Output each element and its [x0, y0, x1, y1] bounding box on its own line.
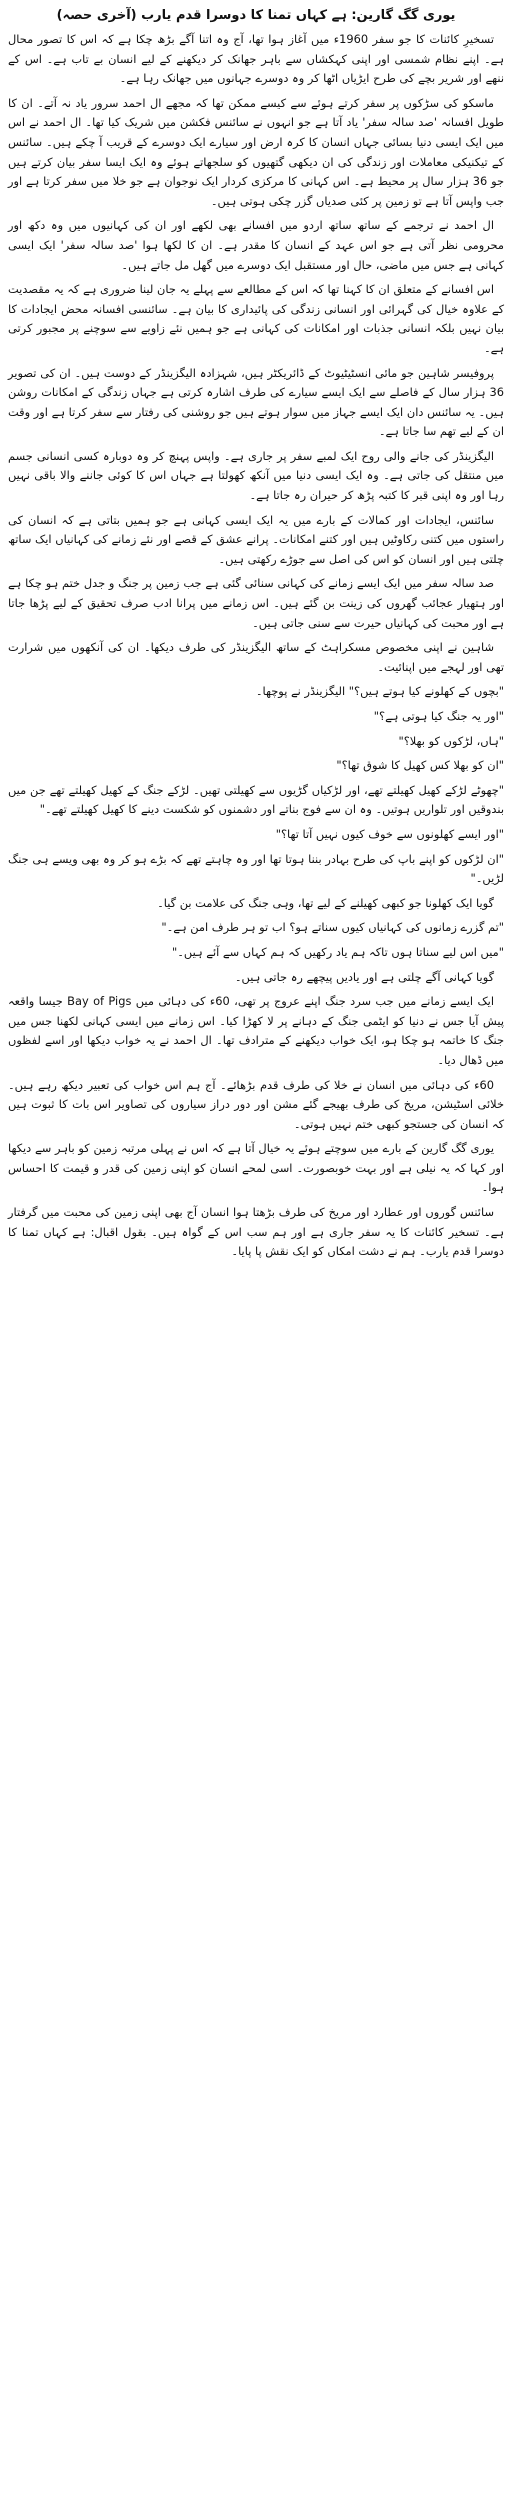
article-paragraph: پروفیسر شاہین جو مائی انسٹیٹیوٹ کے ڈائریکٹر ہیں، شہزادہ الیگزینڈر کے دوست ہیں۔ ان کی تصویر 36 ہزار سال کے فاصلے سے ایک ایسے سیارے کی طرف اشارہ کرتی ہے جہاں زندگی کے امکانات روشن ہیں۔ یہ سائنس دان ایک ایسے جہاز میں سوار ہوتے ہیں جو روشنی کی رفتار سے سفر کرتا ہے اور وقت ان کے لیے تھم سا جاتا ہے۔: [8, 365, 504, 439]
dialogue-line: "ہاں، لڑکوں کو بھلا؟": [398, 733, 504, 748]
dialogue-line: "اور یہ جنگ کیا ہوتی ہے؟": [373, 709, 504, 723]
dialogue-line: "بچوں کے کھلونے کیا ہوتے ہیں؟" الیگزینڈر نے پوچھا۔: [255, 684, 504, 699]
article-paragraph: تسخیرِ کائنات کا جو سفر 1960ء میں آغاز ہوا تھا، آج وہ اتنا آگے بڑھ چکا ہے کہ اس کا تصور محال ہے۔ اپنے نظام شمسی اور اپنی کہکشاں سے باہر جھانک کر دیکھنے کے لیے انسان بے تاب ہے۔ اس کے ننھے اور شریر بچے کی طرح ایڑیاں اٹھا کر وہ دوسرے جہانوں میں جھانک رہا ہے۔: [8, 32, 504, 86]
dialogue-line: "چھوٹے لڑکے کھیل کھیلتے تھے، اور لڑکیاں گڑیوں سے کھیلتی تھیں۔ لڑکے جنگ کے کھیل کھیلتے تھے جن میں بندوقیں اور تلواریں ہوتیں۔ وہ ان سے فوج بناتے اور دشمنوں کو شکست دینے کا کھیل کھیلتے تھے۔": [8, 782, 504, 817]
article-paragraph: شاہین نے اپنی مخصوص مسکراہٹ کے ساتھ الیگزینڈر کی طرف دیکھا۔ ان کی آنکھوں میں شرارت تھی اور لہجے میں اپنائیت۔: [8, 640, 504, 674]
article-paragraph: 60ء کی دہائی میں انسان نے خلا کی طرف قدم بڑھائے۔ آج ہم اس خواب کی تعبیر دیکھ رہے ہیں۔ خلائی اسٹیشن، مریخ کی طرف بھیجے گئے مشن اور دور دراز سیاروں کی تصاویر اس بات کا ثبوت ہیں کہ انسان کی جستجو کبھی ختم نہیں ہوتی۔: [8, 1077, 504, 1131]
article-paragraph: سائنس، ایجادات اور کمالات کے بارے میں یہ ایک ایسی کہانی ہے جو ہمیں بتاتی ہے کہ انسان کی راستوں میں کتنی رکاوٹیں ہیں اور کتنے امکانات۔ پرانے عشق کے قصے اور نئے زمانے کی کہانیاں ایک ساتھ چلتی ہیں اور انسان کو اس کی اصل سے جوڑے رکھتی ہیں۔: [8, 512, 504, 566]
article-paragraph: ال احمد نے ترجمے کے ساتھ ساتھ اردو میں افسانے بھی لکھے اور ان کی کہانیوں میں وہ دکھ اور محرومی نظر آتی ہے جو اس عہد کے انسان کا مقدر ہے۔ ان کا لکھا ہوا 'صد سالہ سفر' ایک ایسی کہانی ہے جس میں ماضی، حال اور مستقبل ایک دوسرے میں گھل مل جاتے ہیں۔: [8, 218, 504, 272]
article-paragraph: گویا ایک کھلونا جو کبھی کھیلنے کے لیے تھا، وہی جنگ کی علامت بن گیا۔: [157, 895, 494, 910]
article-paragraph: اس افسانے کے متعلق ان کا کہنا تھا کہ اس کے مطالعے سے پہلے یہ جان لینا ضروری ہے کہ یہ مقصدیت کے علاوہ خیال کی گہرائی اور انسانی زندگی کی پائیداری کا بیان ہے۔ سائنسی افسانہ محض ایجادات کا بیان نہیں بلکہ انسانی جذبات اور امکانات کی کہانی ہے جو ہمیں نئے زاویے سے سوچنے پر مجبور کرتی ہے۔: [8, 282, 504, 355]
article-paragraph: یوری گگ گارین کے بارے میں سوچتے ہوئے یہ خیال آتا ہے کہ اس نے پہلی مرتبہ زمین کو باہر سے دیکھا اور کہا کہ یہ نیلی ہے اور بہت خوبصورت۔ اسی لمحے انسان کو اپنی زمین کی قدر و قیمت کا احساس ہوا۔: [8, 1141, 504, 1195]
article-paragraph: ماسکو کی سڑکوں پر سفر کرتے ہوئے سے کیسے ممکن تھا کہ مجھے ال احمد سرور یاد نہ آتے۔ ان کا طویل افسانہ 'صد سالہ سفر' یاد آتا ہے جو انہوں نے سائنس فکشن میں شریک کیا تھا۔ ال احمد نے اس میں ایک ایسی دنیا بسائی جہاں انسان کا کرہ ارض اور سیارے ایک دوسرے کے قریب آ چکے ہیں۔ سائنس کے تیکنیکی معاملات اور زندگی کی ان دیکھی گتھیوں کو سلجھاتے ہوئے وہ ایک ایسا سفر بیان کرتے ہیں جو 36 ہزار سال پر محیط ہے۔ اس کہانی کا مرکزی کردار ایک نوجوان ہے جو خلا میں سفر کرتا ہے اور جب واپس آتا ہے تو زمین پر کئی صدیاں گزر چکی ہوتی ہیں۔: [8, 95, 505, 208]
article-paragraph: سائنس گوروں اور عطارد اور مریخ کی طرف بڑھتا ہوا انسان آج بھی اپنی زمین کی محبت میں گرفتار ہے۔ تسخیر کائنات کا یہ سفر جاری ہے اور ہم سب اس کے گواہ ہیں۔ بقول اقبال: ہے کہاں تمنا کا دوسرا قدم یارب۔ ہم نے دشت امکاں کو ایک نقش پا پایا۔: [8, 1205, 504, 1259]
article-paragraph: صد سالہ سفر میں ایک ایسے زمانے کی کہانی سنائی گئی ہے جب زمین پر جنگ و جدل ختم ہو چکا ہے اور ہتھیار عجائب گھروں کی زینت بن گئے ہیں۔ اس زمانے میں پرانا ادب صرف تحقیق کے لیے پڑھا جاتا ہے اور محبت کی کہانیاں حیرت سے سنی جاتی ہیں۔: [8, 576, 504, 630]
article-headline: یوری گگ گارین: ہے کہاں تمنا کا دوسرا قدم یارب (آخری حصہ): [56, 8, 456, 23]
dialogue-line: "تم گزرے زمانوں کی کہانیاں کیوں سناتے ہو؟ اب تو ہر طرف امن ہے۔": [161, 920, 504, 935]
article-paragraph: ایک ایسے زمانے میں جب سرد جنگ اپنے عروج پر تھی، 60ء کی دہائی میں Bay of Pigs جیسا واقعہ پیش آیا جس نے دنیا کو ایٹمی جنگ کے دہانے پر لا کھڑا کیا۔ اس زمانے میں ایسی کہانی لکھنا جس میں جنگ کا خاتمہ ہو چکا ہو، ایک خواب دیکھنے کے مترادف تھا۔ ال احمد نے یہ خواب دیکھا اور اسے لفظوں میں ڈھال دیا۔: [8, 994, 504, 1067]
dialogue-line: "میں اس لیے سناتا ہوں تاکہ ہم یاد رکھیں کہ ہم کہاں سے آئے ہیں۔": [171, 944, 504, 959]
article-paragraph: الیگزینڈر کی جانے والی روح ایک لمبے سفر پر جاری ہے۔ واپس پہنچ کر وہ دوبارہ کسی انسانی جسم میں منتقل کی جاتی ہے۔ وہ ایک ایسی دنیا میں آنکھ کھولتا ہے جہاں اس کا کوئی جاننے والا باقی نہیں رہا اور وہ اپنی قبر کا کتبہ پڑھ کر حیران رہ جاتا ہے۔: [8, 448, 504, 503]
dialogue-line: "ان لڑکوں کو اپنے باپ کی طرح بہادر بننا ہوتا تھا اور وہ چاہتے تھے کہ بڑے ہو کر وہ بھی ویسے ہی جنگ لڑیں۔": [8, 851, 504, 886]
article-paragraph: گویا کہانی آگے چلتی ہے اور یادیں پیچھے رہ جاتی ہیں۔: [234, 969, 494, 984]
dialogue-line: "اور ایسے کھلونوں سے خوف کیوں نہیں آتا تھا؟": [275, 826, 504, 841]
dialogue-line: "ان کو بھلا کس کھیل کا شوق تھا؟": [336, 758, 504, 773]
